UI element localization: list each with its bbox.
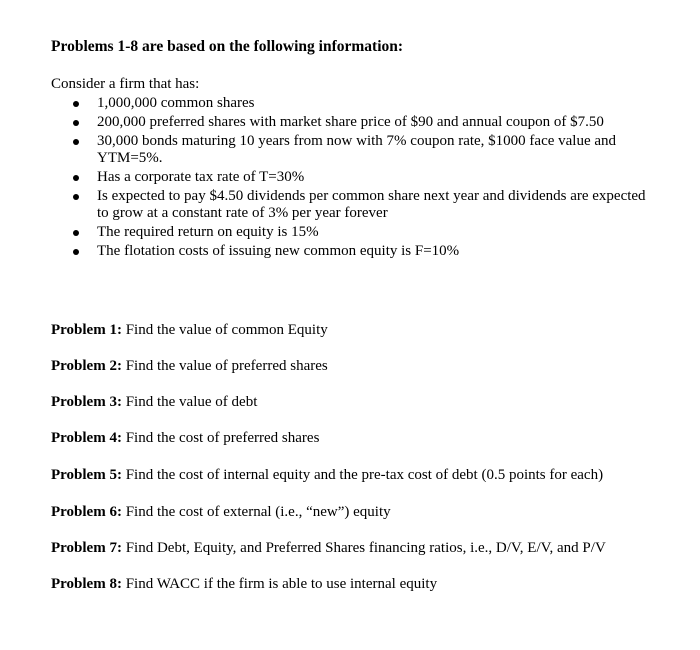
bullet-icon bbox=[73, 139, 79, 145]
bullet-icon bbox=[73, 249, 79, 255]
bullet-icon bbox=[73, 101, 79, 107]
intro-text: Consider a firm that has: bbox=[51, 76, 200, 92]
bullet-icon bbox=[73, 120, 79, 126]
bullet-icon bbox=[73, 175, 79, 181]
bullet-icon bbox=[73, 230, 79, 236]
list-item: The required return on equity is 15% bbox=[51, 224, 651, 241]
list-item: Has a corporate tax rate of T=30% bbox=[51, 169, 651, 186]
problem-6: Problem 6: Find the cost of external (i.e., “new”) equity bbox=[51, 504, 391, 520]
problem-8: Problem 8: Find WACC if the firm is able to use internal equity bbox=[51, 576, 438, 592]
bullet-icon bbox=[73, 194, 79, 200]
section-heading: Problems 1-8 are based on the following information: bbox=[51, 38, 404, 55]
problem-1: Problem 1: Find the value of common Equity bbox=[51, 322, 328, 338]
list-item: 200,000 preferred shares with market share price of $90 and annual coupon of $7.50 bbox=[51, 114, 651, 131]
problem-5: Problem 5: Find the cost of internal equity and the pre-tax cost of debt (0.5 points for each) bbox=[51, 467, 604, 483]
list-item: 30,000 bonds maturing 10 years from now with 7% coupon rate, $1000 face value and YTM=5%. bbox=[51, 133, 651, 167]
list-item: 1,000,000 common shares bbox=[51, 95, 651, 112]
list-item: Is expected to pay $4.50 dividends per common share next year and dividends are expected to grow at a constant rate of 3% per year forever bbox=[51, 188, 651, 222]
problem-4: Problem 4: Find the cost of preferred shares bbox=[51, 430, 320, 446]
problem-7: Problem 7: Find Debt, Equity, and Preferred Shares financing ratios, i.e., D/V, E/V, and P/V bbox=[51, 540, 606, 556]
problem-2: Problem 2: Find the value of preferred shares bbox=[51, 358, 328, 374]
list-item: The flotation costs of issuing new common equity is F=10% bbox=[51, 243, 651, 260]
firm-info-list bbox=[51, 95, 651, 262]
problem-3: Problem 3: Find the value of debt bbox=[51, 394, 258, 410]
